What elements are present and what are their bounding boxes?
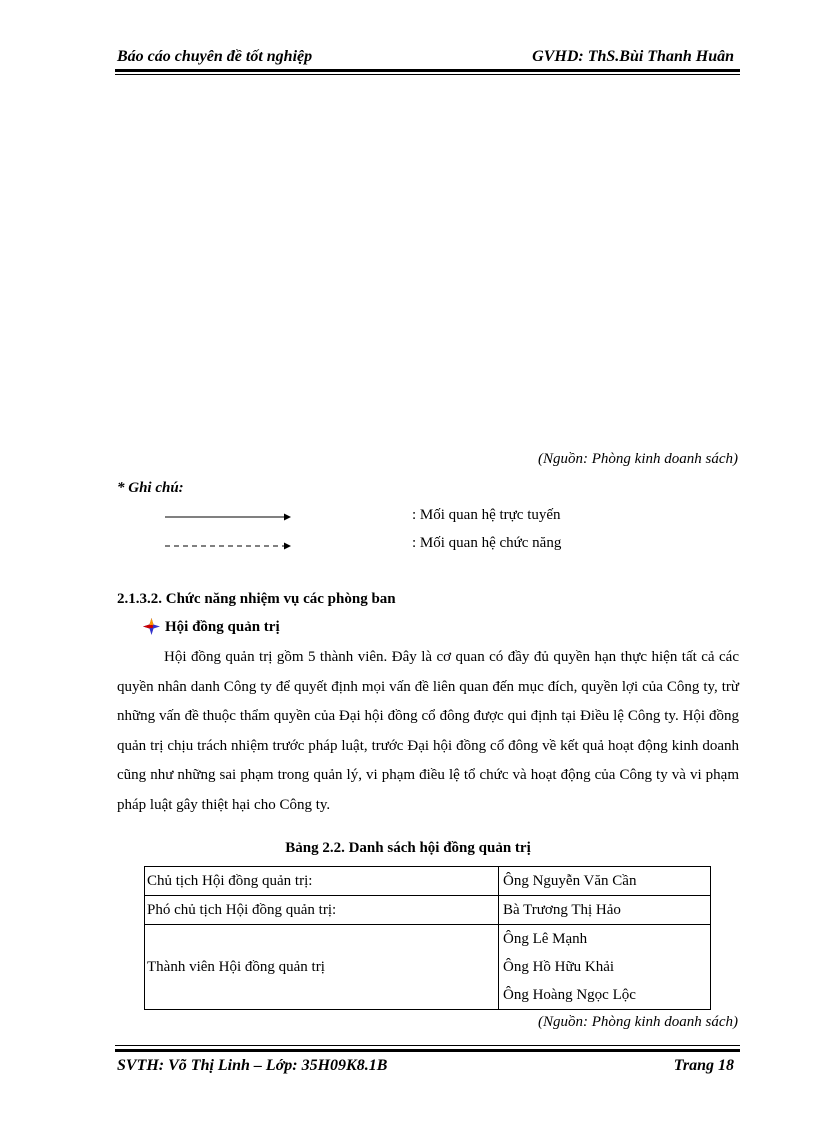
member-name: Ông Lê Mạnh [503, 931, 588, 947]
footer-left: SVTH: Võ Thị Linh – Lớp: 35H09K8.1B [117, 1057, 388, 1074]
role-cell [145, 896, 499, 925]
table-row [145, 925, 711, 1010]
table-row [145, 867, 711, 896]
subsection-heading: Hội đồng quản trị [165, 619, 280, 635]
header-rule-thick [115, 69, 740, 72]
role-text: Thành viên Hội đồng quản trị [147, 959, 325, 975]
header-rule-thin [115, 74, 740, 75]
star-bullet-icon [143, 618, 160, 635]
footer-rule-thick [115, 1049, 740, 1052]
name-cell [499, 867, 711, 896]
table-title: Bảng 2.2. Danh sách hội đồng quản trị [285, 840, 531, 856]
body-paragraph: Hội đồng quản trị gồm 5 thành viên. Đây là cơ quan có đầy đủ quyền hạn thực hiện tất cả các quyền nhân danh Công ty để quyết định mọi vấn đề liên quan đến mục đích, quyền lợi của Công ty, trừ những vấn đề thuộc thẩm quyền của Đại hội đồng cổ đông được qui định tại Điều lệ Công ty. Hội đồng quản trị chịu trách nhiệm trước pháp luật, trước Đại hội đồng cổ đông về kết quả hoạt động kinh doanh cũng như những sai phạm trong quản lý, vi phạm điều lệ tổ chức và hoạt động của Công ty và vi phạm pháp luật gây thiệt hại cho Công ty. [117, 649, 739, 813]
table-row [145, 896, 711, 925]
header-right: GVHD: ThS.Bùi Thanh Huân [532, 48, 734, 65]
name-cell [499, 896, 711, 925]
member-name: Ông Nguyễn Văn Cần [503, 873, 637, 889]
role-cell [145, 925, 499, 1010]
figure-source: (Nguồn: Phòng kinh doanh sách) [538, 451, 738, 467]
solid-legend-label: : Mối quan hệ trực tuyến [412, 507, 561, 523]
note-title: * Ghi chú: [117, 480, 184, 496]
role-cell [145, 867, 499, 896]
role-text: Chủ tịch Hội đồng quản trị: [147, 873, 313, 889]
header-left: Báo cáo chuyên đề tốt nghiệp [117, 48, 313, 65]
dashed-legend-label: : Mối quan hệ chức năng [412, 535, 562, 551]
section-heading: 2.1.3.2. Chức năng nhiệm vụ các phòng ban [117, 591, 396, 607]
member-name: Ông Hoàng Ngọc Lộc [503, 987, 636, 1003]
page-number: Trang 18 [673, 1057, 734, 1074]
solid-arrow-legend [164, 511, 292, 523]
board-table [144, 866, 711, 1010]
member-name: Ông Hồ Hữu Khải [503, 959, 615, 975]
footer-rule-thin [115, 1045, 740, 1046]
table-source: (Nguồn: Phòng kinh doanh sách) [538, 1014, 738, 1030]
name-cell [499, 925, 711, 1010]
member-name: Bà Trương Thị Hảo [503, 902, 621, 918]
dashed-arrow-legend [164, 540, 292, 552]
role-text: Phó chủ tịch Hội đồng quản trị: [147, 902, 337, 918]
